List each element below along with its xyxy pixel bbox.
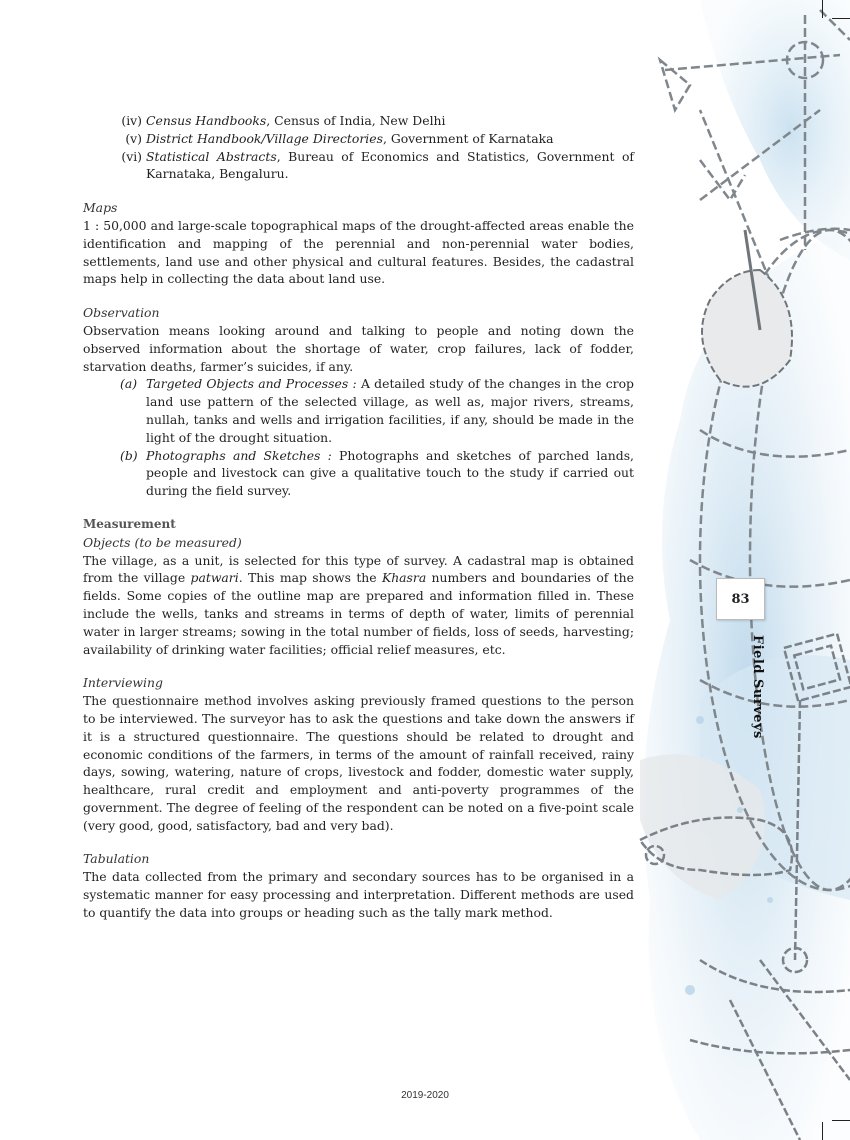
reference-item (83, 148, 634, 184)
item-title: Photographs and Sketches : (146, 447, 332, 463)
section-heading: Objects (to be measured) (83, 534, 242, 550)
observation-section (83, 304, 634, 500)
body-text: The village, as a unit, is selected for this type of survey. A cadastral map is obtained from the village (83, 552, 634, 586)
item-text: A detailed study of the changes in the crop land use pattern of the selected village, as well as, major rivers, streams, nullah, tanks and wells and irrigation facilities, if any, should be made in the light of the drought situation. (146, 376, 634, 445)
page-number: 83 (716, 578, 765, 620)
reference-number: (iv) (121, 113, 142, 128)
section-heading: Interviewing (83, 675, 163, 691)
reference-text: , Government of Karnataka (382, 130, 554, 146)
observation-item (83, 447, 634, 500)
crop-mark (822, 1122, 823, 1140)
section-body (83, 552, 634, 659)
observation-item (83, 375, 634, 446)
objects-section (83, 534, 634, 659)
item-text: Photographs and sketches of parched lands, people and livestock can give a qualitative touch to the study if carried out during the field survey. (146, 447, 634, 499)
term-khasra: Khasra (381, 570, 427, 586)
reference-text: , Bureau of Economics and Statistics, Government of Karnataka, Bengaluru. (146, 148, 634, 182)
reference-title: Census Handbooks (146, 113, 267, 128)
reference-item (83, 112, 634, 130)
measurement-heading: Measurement (83, 516, 176, 531)
reference-title: Statistical Abstracts (146, 148, 277, 164)
reference-list (83, 112, 634, 183)
section-heading: Tabulation (83, 851, 150, 867)
crop-mark (832, 18, 850, 19)
term-patwari: patwari (190, 570, 239, 586)
reference-item (83, 130, 634, 148)
body-text: numbers and boundaries of the fields. Some copies of the outline map are prepared and information filled in. These include the wells, tanks and streams in terms of depth of water, limits of perennial water in larger streams; sowing in the total number of fields, loss of seeds, harvesting; availability of drinking water facilities; official relief measures, etc. (83, 570, 634, 657)
reference-title: District Handbook/Village Directories (146, 130, 383, 146)
section-body: The data collected from the primary and secondary sources has to be organised in a systematic manner for easy processing and interpretation. Different methods are used to quantify the data into groups or heading such as the tally mark method. (83, 869, 634, 920)
section-body: The questionnaire method involves asking previously framed questions to the person to be interviewed. The surveyor has to ask the questions and take down the answers if it is a structured questionnaire. The questions should be related to drought and economic conditions of the farmers, in terms of the amount of rainfall received, rainy days, sowing, watering, nature of crops, livestock and fodder, domestic water supply, healthcare, rural credit and employment and anti-poverty programmes of the government. The degree of feeling of the respondent can be noted on a five-point scale (very good, good, satisfactory, bad and very bad). (83, 693, 634, 833)
maps-section (83, 199, 634, 288)
reference-number: (vi) (121, 148, 142, 164)
interviewing-section (83, 674, 634, 834)
section-heading: Maps (83, 200, 118, 216)
reference-text: , Census of India, New Delhi (266, 113, 446, 128)
page-content (83, 112, 634, 938)
chapter-title: Field Surveys (750, 635, 765, 739)
footer-year: 2019-2020 (401, 1090, 449, 1101)
tabulation-section (83, 850, 634, 921)
section-body: 1 : 50,000 and large-scale topographical maps of the drought-affected areas enable the identification and mapping of the perennial and non-perennial water bodies, settlements, land use and other physical and cultural features. Besides, the cadastral maps help in collecting the data about land use. (83, 217, 634, 287)
item-number: (a) (120, 376, 138, 392)
crop-mark (832, 1120, 850, 1121)
section-heading: Observation (83, 305, 160, 321)
item-title: Targeted Objects and Processes : (146, 376, 357, 392)
item-number: (b) (120, 447, 138, 463)
reference-number: (v) (125, 130, 142, 146)
crop-mark (822, 0, 823, 18)
body-text: . This map shows the (238, 570, 382, 586)
section-body: Observation means looking around and talking to people and noting down the observed information about the shortage of water, crop failures, lack of fodder, starvation deaths, farmer’s suicides, if any. (83, 322, 634, 374)
